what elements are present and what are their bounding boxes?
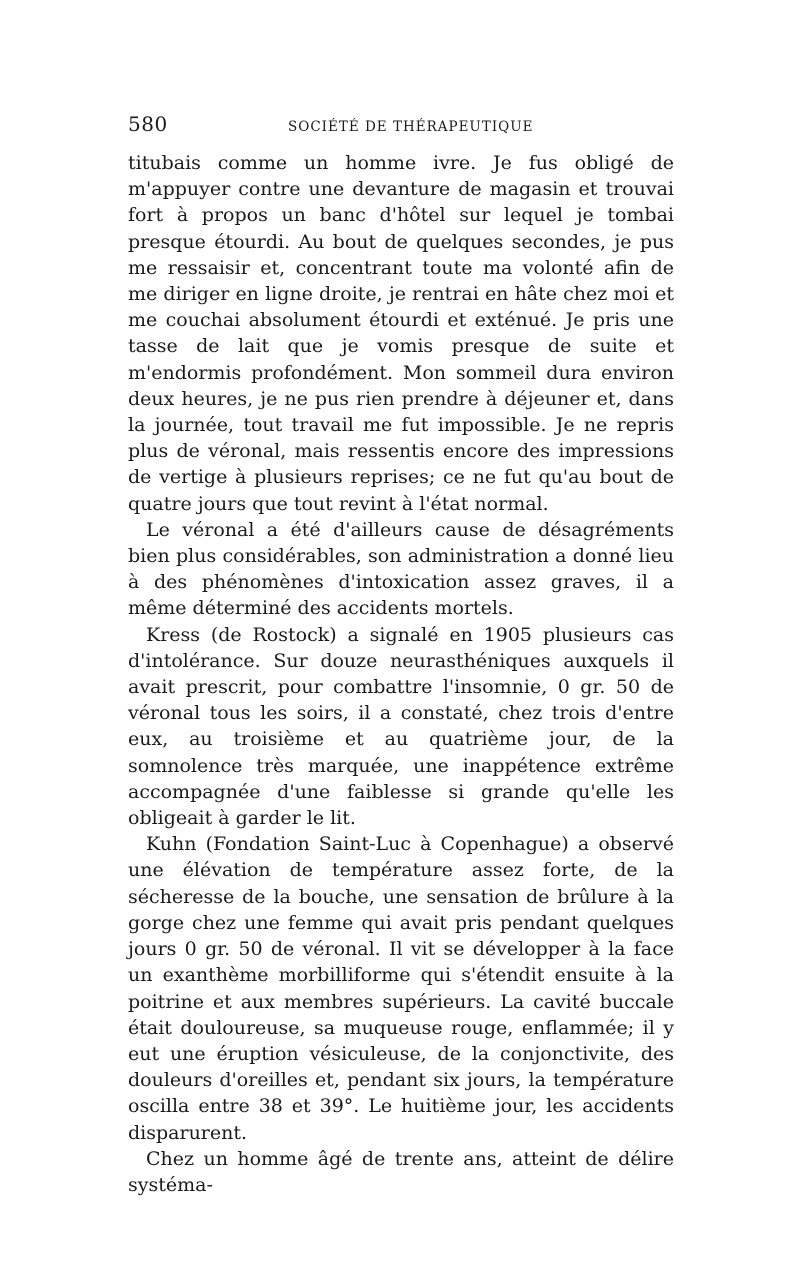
running-title: SOCIÉTÉ DE THÉRAPEUTIQUE xyxy=(288,119,534,135)
paragraph-veronal-accidents: Le véronal a été d'ailleurs cause de désagréments bien plus considérables, son administration a donné lieu à des phénomènes d'intoxication assez graves, il a même déterminé des accidents mortels. xyxy=(128,518,674,620)
body-text xyxy=(128,150,674,1198)
paragraph-kuhn: Kuhn (Fondation Saint-Luc à Copenhague) a observé une élévation de température assez forte, de la sécheresse de la bouche, une sensation de brûlure à la gorge chez une femme qui avait pris pendant quelques jours 0 gr. 50 de véronal. Il vit se développer à la face un exanthème morbilliforme qui s'étendit ensuite à la poitrine et aux membres supérieurs. La cavité buccale était douloureuse, sa muqueuse rouge, enflammée; il y eut une éruption vésiculeuse, de la conjonctivite, des douleurs d'oreilles et, pendant six jours, la température oscilla entre 38 et 39°. Le huitième jour, les accidents disparurent. xyxy=(128,833,674,1144)
paragraph-final: Chez un homme âgé de trente ans, atteint de délire systéma- xyxy=(128,1147,674,1196)
paragraph-continued: titubais comme un homme ivre. Je fus obligé de m'appuyer contre une devanture de magasin et trouvai fort à propos un banc d'hôtel sur lequel je tombai presque étourdi. Au bout de quelques secondes, je pus me ressaisir et, concentrant toute ma volonté afin de me diriger en ligne droite, je rentrai en hâte chez moi et me couchai absolument étourdi et exténué. Je pris une tasse de lait que je vomis presque de suite et m'endormis profondément. Mon sommeil dura environ deux heures, je ne pus rien prendre à déjeuner et, dans la journée, tout travail me fut impossible. Je ne repris plus de véronal, mais ressentis encore des impressions de vertige à plusieurs reprises; ce ne fut qu'au bout de quatre jours que tout revint à l'état normal. xyxy=(128,152,674,515)
paragraph-kress: Kress (de Rostock) a signalé en 1905 plusieurs cas d'intolérance. Sur douze neurasthéniques auxquels il avait prescrit, pour combattre l'insomnie, 0 gr. 50 de véronal tous les soirs, il a constaté, chez trois d'entre eux, au troisième et au quatrième jour, de la somnolence très marquée, une inappétence extrême accompagnée d'une faiblesse si grande qu'elle les obligeait à garder le lit. xyxy=(128,623,674,830)
page-number: 580 xyxy=(128,112,168,136)
page-header xyxy=(128,112,674,142)
